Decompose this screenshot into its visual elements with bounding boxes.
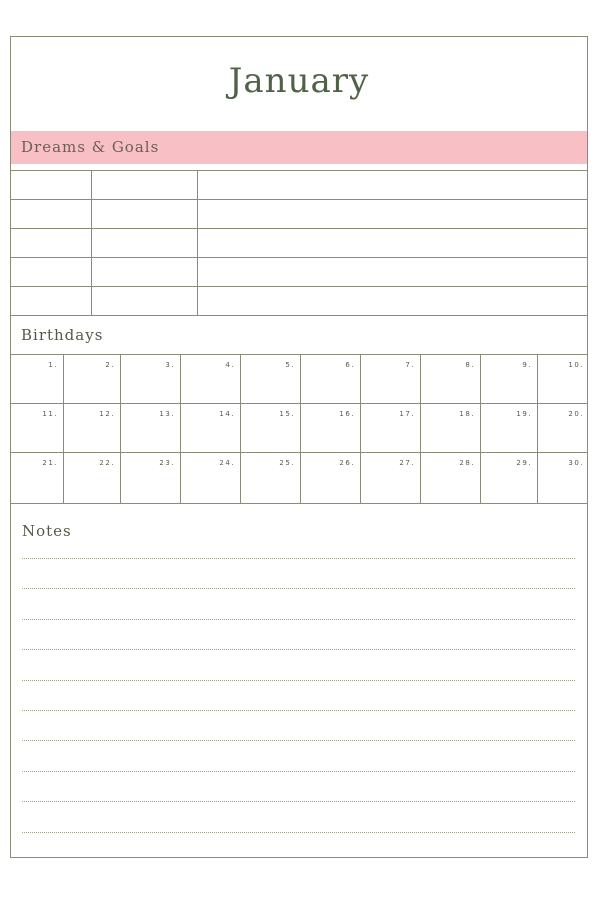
- note-line[interactable]: [22, 649, 575, 650]
- birthday-day-cell[interactable]: [361, 453, 421, 503]
- birthday-day-cell[interactable]: [301, 355, 361, 403]
- goals-cell[interactable]: [198, 229, 587, 257]
- birthdays-row: [11, 355, 587, 404]
- birthday-day-number: 2.: [105, 361, 115, 369]
- birthday-day-cell[interactable]: [538, 453, 589, 503]
- birthday-day-cell[interactable]: [538, 404, 589, 452]
- birthday-day-cell[interactable]: [64, 355, 121, 403]
- goals-cell[interactable]: [91, 171, 198, 199]
- birthday-day-cell[interactable]: [241, 355, 301, 403]
- birthday-day-number: 19.: [516, 410, 532, 418]
- birthday-day-cell[interactable]: [121, 404, 181, 452]
- birthday-day-number: 25.: [279, 459, 295, 467]
- birthday-day-cell[interactable]: [361, 404, 421, 452]
- goals-cell[interactable]: [11, 258, 92, 286]
- birthday-day-cell[interactable]: [481, 453, 538, 503]
- note-line[interactable]: [22, 680, 575, 681]
- page-title: January: [228, 61, 370, 101]
- birthday-day-number: 7.: [405, 361, 415, 369]
- goals-heading: Dreams & Goals: [21, 138, 160, 156]
- birthday-day-number: 5.: [285, 361, 295, 369]
- notes-heading: Notes: [22, 522, 72, 540]
- birthday-day-cell[interactable]: [241, 404, 301, 452]
- birthday-day-cell[interactable]: [301, 404, 361, 452]
- birthday-day-number: 16.: [339, 410, 355, 418]
- goals-row: [11, 200, 587, 229]
- birthdays-grid: [11, 354, 587, 504]
- goals-cell[interactable]: [11, 229, 92, 257]
- birthday-day-cell[interactable]: [421, 355, 481, 403]
- birthday-day-number: 13.: [159, 410, 175, 418]
- birthday-day-cell[interactable]: [64, 404, 121, 452]
- note-line[interactable]: [22, 588, 575, 589]
- birthday-day-cell[interactable]: [121, 355, 181, 403]
- note-line[interactable]: [22, 740, 575, 741]
- birthday-day-cell[interactable]: [421, 404, 481, 452]
- birthday-day-cell[interactable]: [121, 453, 181, 503]
- note-line[interactable]: [22, 771, 575, 772]
- birthday-day-cell[interactable]: [481, 355, 538, 403]
- birthday-day-cell[interactable]: [11, 355, 64, 403]
- goals-row: [11, 229, 587, 258]
- goals-cell[interactable]: [198, 200, 587, 228]
- birthday-day-cell[interactable]: [361, 355, 421, 403]
- birthday-day-cell[interactable]: [181, 404, 241, 452]
- birthday-day-cell[interactable]: [11, 404, 64, 452]
- birthday-day-number: 3.: [165, 361, 175, 369]
- goals-cell[interactable]: [91, 229, 198, 257]
- birthday-day-number: 27.: [399, 459, 415, 467]
- goals-cell[interactable]: [11, 200, 92, 228]
- birthday-day-number: 15.: [279, 410, 295, 418]
- birthday-day-number: 12.: [99, 410, 115, 418]
- birthday-day-number: 20.: [568, 410, 584, 418]
- goals-cell[interactable]: [91, 200, 198, 228]
- goals-cell[interactable]: [11, 171, 92, 199]
- birthday-day-cell[interactable]: [538, 355, 589, 403]
- birthdays-row: [11, 404, 587, 453]
- goals-row: [11, 171, 587, 200]
- birthday-day-number: 10.: [568, 361, 584, 369]
- birthday-day-number: 14.: [219, 410, 235, 418]
- birthday-day-number: 6.: [345, 361, 355, 369]
- goals-header-band: [11, 131, 587, 164]
- birthday-day-cell[interactable]: [181, 453, 241, 503]
- birthday-day-number: 29.: [516, 459, 532, 467]
- birthday-day-cell[interactable]: [481, 404, 538, 452]
- birthdays-heading: Birthdays: [21, 326, 104, 344]
- birthday-day-number: 1.: [48, 361, 58, 369]
- birthday-day-number: 30.: [568, 459, 584, 467]
- note-line[interactable]: [22, 619, 575, 620]
- goals-cell[interactable]: [11, 287, 92, 315]
- goals-cell[interactable]: [91, 258, 198, 286]
- birthday-day-number: 26.: [339, 459, 355, 467]
- birthday-day-number: 22.: [99, 459, 115, 467]
- birthday-day-cell[interactable]: [421, 453, 481, 503]
- note-line[interactable]: [22, 832, 575, 833]
- birthday-day-number: 24.: [219, 459, 235, 467]
- goals-row: [11, 258, 587, 287]
- goals-cell[interactable]: [198, 258, 587, 286]
- note-line[interactable]: [22, 558, 575, 559]
- note-line[interactable]: [22, 801, 575, 802]
- birthday-day-number: 9.: [522, 361, 532, 369]
- birthday-day-cell[interactable]: [64, 453, 121, 503]
- goals-table: [11, 170, 587, 317]
- planner-page: [10, 36, 588, 858]
- birthday-day-number: 11.: [42, 410, 58, 418]
- goals-row: [11, 287, 587, 316]
- goals-cell[interactable]: [198, 171, 587, 199]
- birthday-day-number: 17.: [399, 410, 415, 418]
- goals-cell[interactable]: [91, 287, 198, 315]
- birthday-day-number: 28.: [459, 459, 475, 467]
- birthday-day-number: 4.: [225, 361, 235, 369]
- birthday-day-cell[interactable]: [181, 355, 241, 403]
- birthday-day-number: 21.: [42, 459, 58, 467]
- birthday-day-cell[interactable]: [241, 453, 301, 503]
- birthday-day-number: 18.: [459, 410, 475, 418]
- birthdays-row: [11, 453, 587, 503]
- birthday-day-cell[interactable]: [301, 453, 361, 503]
- goals-cell[interactable]: [198, 287, 587, 315]
- birthday-day-cell[interactable]: [11, 453, 64, 503]
- birthday-day-number: 8.: [465, 361, 475, 369]
- note-line[interactable]: [22, 710, 575, 711]
- birthday-day-number: 23.: [159, 459, 175, 467]
